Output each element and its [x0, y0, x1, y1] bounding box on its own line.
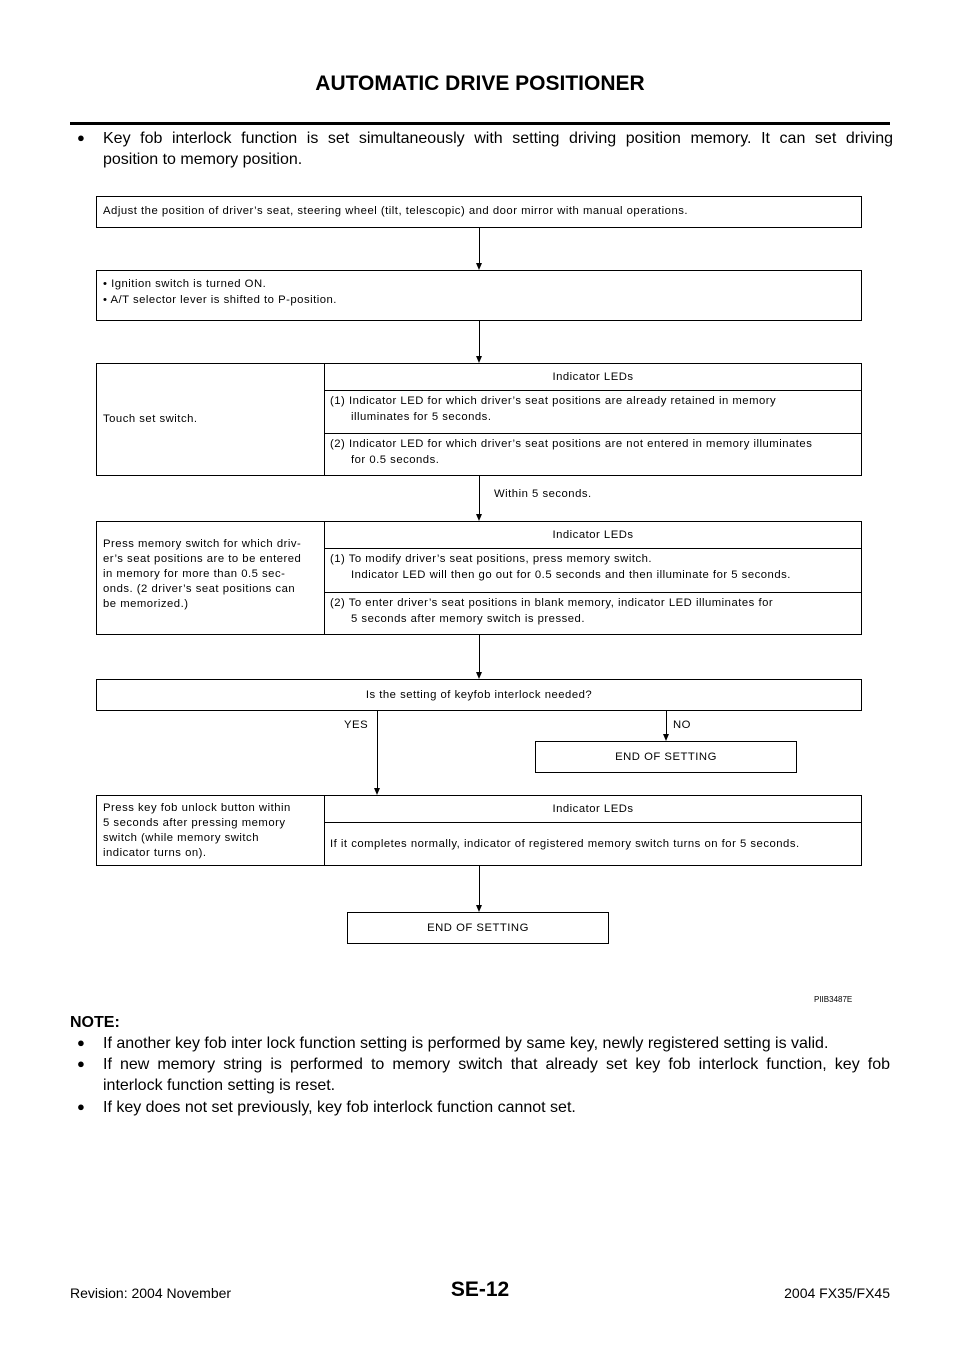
condition-ignition: • Ignition switch is turned ON.: [103, 278, 267, 290]
step-memory-switch-box: [96, 521, 862, 635]
note-item-3: If key does not set previously, key fob interlock function cannot set.: [103, 1099, 576, 1116]
indicator-leds-header: Indicator LEDs: [552, 529, 634, 541]
note-item-2-line-1: If new memory string is performed to memory switch that already set key fob interlock function, key fob: [103, 1056, 890, 1073]
step-touch-set-box: [96, 363, 862, 476]
title-rule: [70, 122, 890, 125]
intro-line-1: Key fob interlock function is set simultaneously with setting driving position memory. It can set driving: [103, 130, 893, 147]
blank-memory-line-2: 5 seconds after memory switch is pressed.: [351, 613, 585, 625]
memory-switch-line-3: in memory for more than 0.5 sec-: [103, 568, 286, 580]
connector: [479, 228, 480, 264]
memory-switch-line-5: be memorized.): [103, 598, 189, 610]
arrow-down-icon: [476, 514, 482, 521]
divider: [325, 592, 862, 593]
end-of-setting-final-box: [347, 912, 609, 944]
bullet-icon: ●: [77, 1056, 85, 1071]
arrow-down-icon: [476, 672, 482, 679]
key-fob-line-3: switch (while memory switch: [103, 832, 259, 844]
step-conditions-box: [96, 270, 862, 321]
page-title: AUTOMATIC DRIVE POSITIONER: [315, 72, 645, 95]
no-label: NO: [673, 719, 691, 731]
step-adjust-text: Adjust the position of driver’s seat, steering wheel (tilt, telescopic) and door mirror with manual operations.: [103, 205, 689, 217]
key-fob-line-1: Press key fob unlock button within: [103, 802, 291, 814]
step-key-fob-box: [96, 795, 862, 866]
memory-switch-line-2: er’s seat positions are to be entered: [103, 553, 302, 565]
end-of-setting-no-box: [535, 741, 797, 773]
question-text: Is the setting of keyfob interlock needed?: [365, 689, 593, 701]
revision-text: Revision: 2004 November: [70, 1285, 232, 1301]
memory-switch-line-1: Press memory switch for which driv-: [103, 538, 302, 550]
connector: [479, 476, 480, 515]
led-not-entered-line-1: (2) Indicator LED for which driver’s seat positions are not entered in memory illuminates: [330, 438, 813, 450]
modify-line-2: Indicator LED will then go out for 0.5 seconds and then illuminate for 5 seconds.: [351, 569, 791, 581]
connector: [479, 635, 480, 673]
connector: [479, 321, 480, 357]
divider: [325, 822, 862, 823]
led-retained-line-1: (1) Indicator LED for which driver’s seat positions are already retained in memory: [330, 395, 777, 407]
model-text: 2004 FX35/FX45: [784, 1285, 890, 1301]
note-heading: NOTE:: [70, 1014, 120, 1031]
arrow-down-icon: [374, 788, 380, 795]
divider: [325, 548, 862, 549]
divider: [325, 433, 862, 434]
within-5-seconds-label: Within 5 seconds.: [494, 488, 592, 500]
connector-yes: [377, 711, 378, 789]
note-item-2-line-2: interlock function setting is reset.: [103, 1077, 336, 1094]
arrow-down-icon: [663, 734, 669, 741]
indicator-leds-header: Indicator LEDs: [552, 371, 634, 383]
touch-set-label: Touch set switch.: [103, 413, 198, 425]
memory-switch-line-4: onds. (2 driver’s seat positions can: [103, 583, 296, 595]
question-box: [96, 679, 862, 711]
led-retained-line-2: illuminates for 5 seconds.: [351, 411, 492, 423]
bullet-icon: ●: [77, 1099, 85, 1114]
led-not-entered-line-2: for 0.5 seconds.: [351, 454, 440, 466]
page-number: SE-12: [450, 1278, 510, 1301]
bullet-icon: ●: [77, 1035, 85, 1050]
modify-line-1: (1) To modify driver’s seat positions, press memory switch.: [330, 553, 653, 565]
connector-no: [666, 711, 667, 735]
bullet-icon: ●: [77, 130, 85, 145]
intro-line-2: position to memory position.: [103, 151, 303, 168]
condition-selector: • A/T selector lever is shifted to P-position.: [103, 294, 337, 306]
yes-label: YES: [344, 719, 369, 731]
note-item-1: If another key fob inter lock function setting is performed by same key, newly registered setting is valid.: [103, 1035, 829, 1052]
end-of-setting-text: END OF SETTING: [427, 922, 529, 934]
step-adjust-box: [96, 196, 862, 228]
connector: [479, 866, 480, 906]
blank-memory-line-1: (2) To enter driver’s seat positions in blank memory, indicator LED illuminates for: [330, 597, 774, 609]
figure-id: PIIB3487E: [814, 995, 853, 1004]
arrow-down-icon: [476, 263, 482, 270]
key-fob-line-4: indicator turns on).: [103, 847, 207, 859]
indicator-leds-header: Indicator LEDs: [552, 803, 634, 815]
arrow-down-icon: [476, 356, 482, 363]
arrow-down-icon: [476, 905, 482, 912]
key-fob-line-2: 5 seconds after pressing memory: [103, 817, 286, 829]
divider: [325, 390, 862, 391]
end-of-setting-text: END OF SETTING: [615, 751, 717, 763]
completes-normally-text: If it completes normally, indicator of registered memory switch turns on for 5 seconds.: [330, 838, 800, 850]
